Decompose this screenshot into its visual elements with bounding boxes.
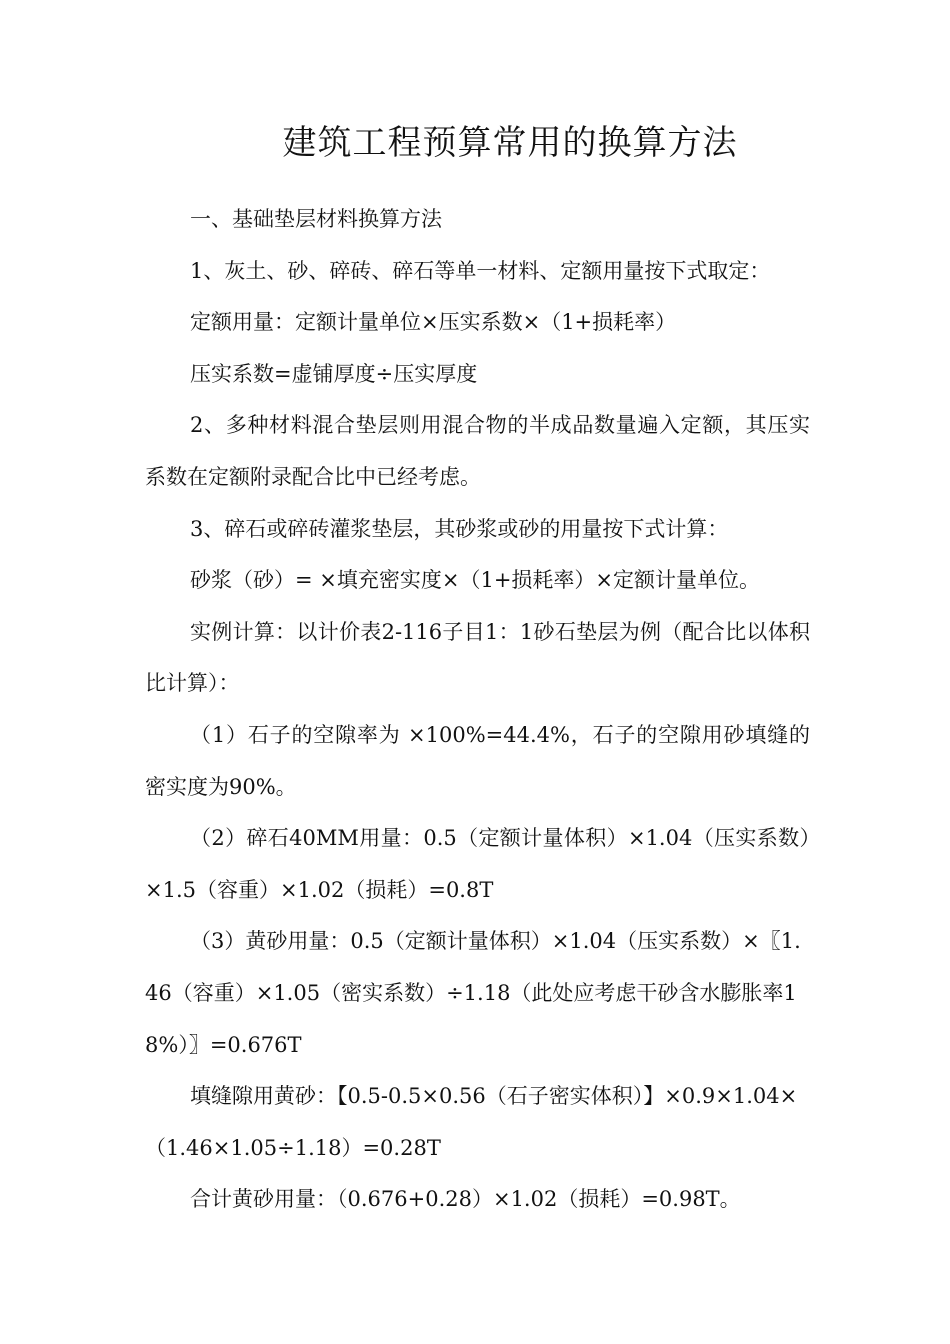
section-heading: 一、基础垫层材料换算方法: [190, 207, 442, 231]
paragraph: （1）石子的空隙率为 ×100%=44.4%，石子的空隙用砂填缝的密实度为90%。: [145, 722, 810, 799]
formula-line: 定额用量：定额计量单位×压实系数×（1+损耗率）: [190, 310, 677, 335]
paragraph: （2）碎石40MM用量：0.5（定额计量体积）×1.04（压实系数）×1.5（容重）×1.02（损耗）=0.8T: [145, 826, 810, 902]
document-title: 建筑工程预算常用的换算方法: [282, 123, 738, 163]
formula-line: 砂浆（砂）= ×填充密实度×（1+损耗率）×定额计量单位。: [190, 568, 761, 593]
paragraph: 填缝隙用黄砂：【0.5-0.5×0.56（石子密实体积）】×0.9×1.04×（1.46×1.05÷1.18）=0.28T: [145, 1084, 798, 1160]
paragraph: 2、多种材料混合垫层则用混合物的半成品数量遍入定额，其压实系数在定额附录配合比中已经考虑。: [145, 413, 810, 489]
paragraph: 实例计算：以计价表2-116子目1：1砂石垫层为例（配合比以体积比计算）：: [145, 619, 810, 696]
paragraph: 3、碎石或碎砖灌浆垫层，其砂浆或砂的用量按下式计算：: [190, 516, 729, 541]
paragraph: （3）黄砂用量：0.5（定额计量体积）×1.04（压实系数）×〖1.46（容重）×1.05（密实系数）÷1.18（此处应考虑干砂含水膨胀率18%）〗=0.676T: [145, 929, 801, 1057]
formula-line: 压实系数=虚铺厚度÷压实厚度: [190, 361, 478, 386]
paragraph: 合计黄砂用量：（0.676+0.28）×1.02（损耗）=0.98T。: [190, 1187, 741, 1212]
paragraph: 1、灰土、砂、碎砖、碎石等单一材料、定额用量按下式取定：: [190, 258, 771, 283]
document-body: [145, 194, 810, 1226]
